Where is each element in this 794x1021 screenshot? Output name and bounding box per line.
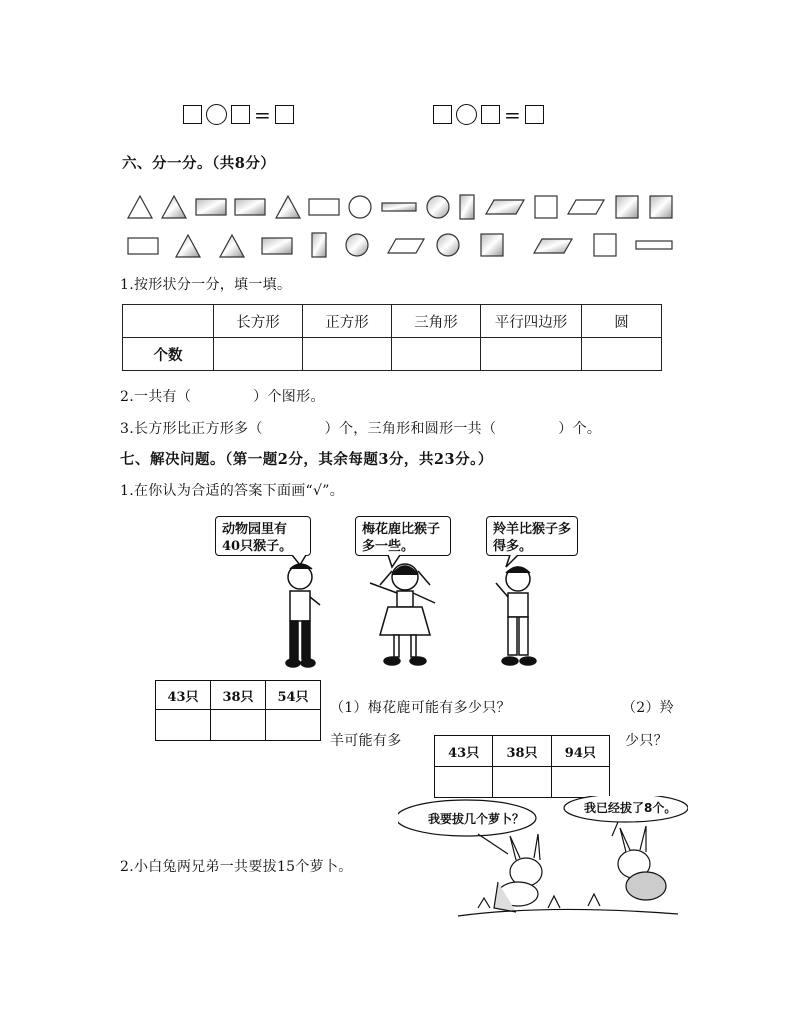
section6-q1: 1.按形状分一分，填一填。 [120, 277, 292, 293]
bubble-text: 羚羊比猴子多得多。 [493, 522, 572, 554]
option-cell: 54只 [266, 681, 321, 710]
table-row [123, 338, 662, 371]
speech-bubble-girl [355, 516, 451, 556]
parallelogram-shape [568, 200, 604, 214]
shape-count-table [122, 304, 662, 371]
answer-cell[interactable] [481, 338, 582, 371]
speech-bubble-boy1 [215, 516, 311, 556]
table-header-cell: 正方形 [303, 305, 392, 338]
triangle-shape [276, 196, 300, 218]
parallelogram-shape [534, 239, 572, 253]
table-header-cell: 圆 [582, 305, 662, 338]
shapes-svg [120, 186, 680, 266]
check-cell[interactable] [266, 710, 321, 741]
row-label: 个数 [123, 338, 214, 371]
answer-cell[interactable] [392, 338, 481, 371]
operator-circle[interactable] [456, 104, 477, 125]
circle-shape [437, 234, 459, 256]
square-shape [650, 196, 672, 218]
section7-q1: 1.在你认为合适的答案下面画“√”。 [120, 483, 344, 499]
q3-text-b: ）个，三角形和圆形一共（ [324, 421, 497, 437]
check-cell[interactable] [211, 710, 266, 741]
parallelogram-shape [486, 200, 524, 214]
rabbit-bubble-text-2: 我已经拔了8个。 [584, 801, 677, 815]
answer-table-antelope [434, 735, 610, 798]
square-shape [481, 234, 503, 256]
blank-box[interactable] [481, 105, 500, 124]
section6-title: 六、分一分。（共8分） [122, 155, 276, 172]
check-cell[interactable] [493, 767, 551, 798]
section7-q2: 2.小白兔两兄弟一共要拔15个萝卜。 [120, 859, 353, 875]
rabbit-bubble-text-1: 我要拔几个萝卜？ [428, 812, 525, 826]
answer-cell[interactable] [303, 338, 392, 371]
check-cell[interactable] [156, 710, 211, 741]
equation-right [433, 104, 544, 125]
option-cell: 38只 [211, 681, 266, 710]
triangle-shape [220, 235, 244, 257]
check-cell[interactable] [435, 767, 493, 798]
shapes-figure [120, 186, 680, 266]
rectangle-shape [460, 195, 474, 219]
bubble-text: 梅花鹿比猴子多一些。 [362, 522, 441, 554]
sub-question-2-end: 少只？ [625, 733, 668, 749]
sub-question-1: （1）梅花鹿可能有多少只？ [330, 700, 511, 716]
section7-title: 七、解决问题。（第一题2分，其余每题3分，共23分。） [120, 451, 493, 468]
table-row [156, 710, 321, 741]
answer-cell[interactable] [214, 338, 303, 371]
rectangle-shape [235, 199, 265, 215]
table-header-row [123, 305, 662, 338]
q2-text-end: ）个图形。 [253, 389, 325, 405]
option-cell: 43只 [435, 736, 493, 767]
sub-question-2-middle: 羊可能有多 [330, 733, 402, 749]
option-cell: 94只 [551, 736, 609, 767]
rectangle-shape [262, 238, 292, 254]
parallelogram-shape [388, 239, 424, 253]
square-shape [535, 196, 557, 218]
section6-q3 [120, 418, 601, 438]
table-row [435, 767, 610, 798]
rectangle-shape [312, 233, 326, 257]
rabbit-illustration [398, 796, 688, 922]
triangle-shape [176, 235, 200, 257]
answer-cell[interactable] [582, 338, 662, 371]
triangle-shape [128, 196, 152, 218]
answer-box[interactable] [525, 105, 544, 124]
square-shape [616, 196, 638, 218]
circle-shape [427, 196, 449, 218]
option-cell: 43只 [156, 681, 211, 710]
table-row [156, 681, 321, 710]
table-header-cell: 三角形 [392, 305, 481, 338]
circle-shape [349, 196, 371, 218]
q3-text-a: 3.长方形比正方形多（ [120, 421, 263, 437]
table-header-cell: 长方形 [214, 305, 303, 338]
sub-question-2-start: （2）羚 [622, 700, 675, 716]
rectangle-shape [309, 199, 339, 215]
rectangle-shape [636, 241, 672, 249]
table-row [435, 736, 610, 767]
rectangle-shape [196, 199, 226, 215]
answer-table-deer [155, 680, 321, 741]
triangle-shape [162, 196, 186, 218]
table-header-cell [123, 305, 214, 338]
rectangle-shape [128, 238, 158, 254]
check-cell[interactable] [551, 767, 609, 798]
section6-q2 [120, 386, 325, 406]
blank-box[interactable] [231, 105, 250, 124]
answer-box[interactable] [275, 105, 294, 124]
rectangle-shape [382, 203, 416, 211]
blank-box[interactable] [183, 105, 202, 124]
square-shape [594, 234, 616, 256]
equals-sign: = [254, 102, 271, 127]
bubble-text: 动物园里有40只猴子。 [222, 522, 293, 554]
equals-sign: = [504, 102, 521, 127]
children-illustration [270, 555, 570, 675]
operator-circle[interactable] [206, 104, 227, 125]
q2-text-start: 2.一共有（ [120, 389, 192, 405]
table-header-cell: 平行四边形 [481, 305, 582, 338]
blank-box[interactable] [433, 105, 452, 124]
q3-text-c: ）个。 [558, 421, 602, 437]
circle-shape [346, 234, 368, 256]
equation-left [183, 104, 294, 125]
option-cell: 38只 [493, 736, 551, 767]
speech-bubble-boy2 [486, 516, 578, 556]
